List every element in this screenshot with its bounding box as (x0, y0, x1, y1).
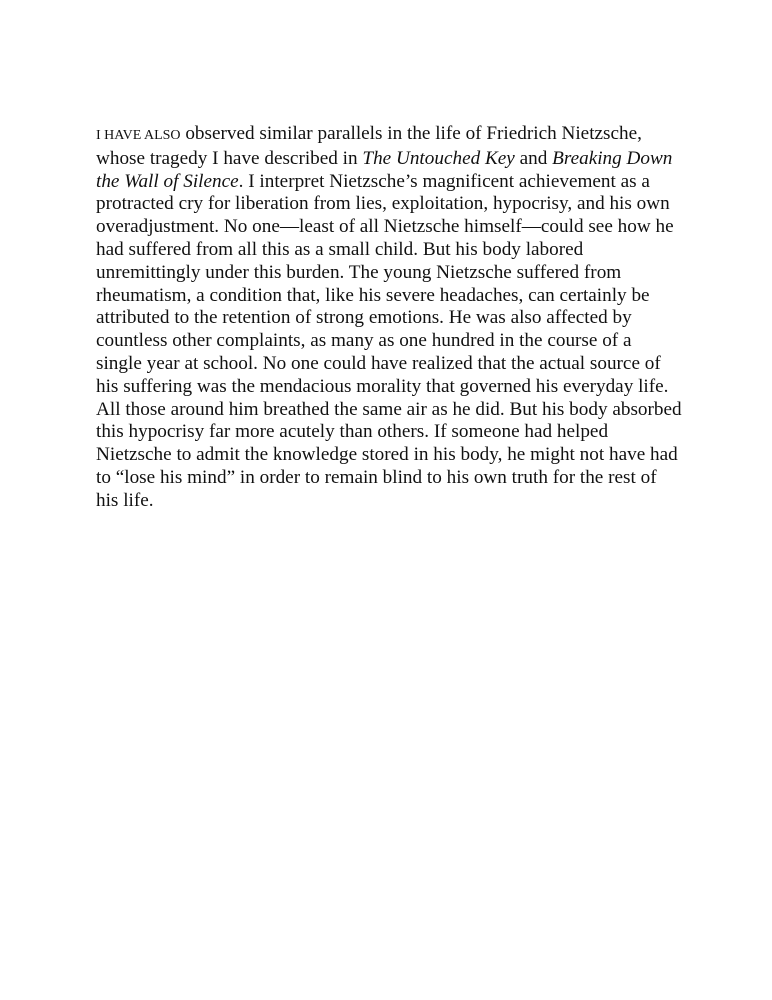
body-paragraph (96, 123, 686, 513)
paragraph-line (96, 421, 686, 444)
text-segment: attributed to the retention of strong emotions. He was also affected by (96, 307, 632, 329)
paragraph-line (96, 467, 686, 490)
paragraph-line (96, 193, 686, 216)
text-segment: whose tragedy I have described in (96, 147, 363, 169)
paragraph-line (96, 216, 686, 239)
text-segment: to “lose his mind” in order to remain blind to his own truth for the rest of (96, 466, 657, 488)
text-segment: single year at school. No one could have realized that the actual source of (96, 352, 661, 374)
text-segment: protracted cry for liberation from lies, exploitation, hypocrisy, and his own (96, 193, 670, 215)
paragraph-line (96, 353, 686, 376)
book-title: Breaking Down (552, 147, 673, 169)
text-segment: and (514, 147, 553, 169)
paragraph-line (96, 262, 686, 285)
text-segment: unremittingly under this burden. The young Nietzsche suffered from (96, 261, 622, 283)
paragraph-line (96, 399, 686, 422)
text-segment: overadjustment. No one—least of all Nietzsche himself—could see how he (96, 216, 674, 238)
text-segment: observed similar parallels in the life of Friedrich Nietzsche, (180, 123, 642, 144)
text-segment: had suffered from all this as a small child. But his body labored (96, 238, 584, 260)
text-segment: his suffering was the mendacious morality that governed his everyday life. (96, 375, 669, 397)
text-segment: Nietzsche to admit the knowledge stored in his body, he might not have had (96, 444, 678, 466)
lead-in-smallcaps: I HAVE ALSO (96, 128, 181, 143)
book-title: The Untouched Key (362, 147, 515, 169)
paragraph-line (96, 330, 686, 353)
paragraph-line (96, 239, 686, 262)
paragraph-line (96, 490, 686, 513)
text-segment: this hypocrisy far more acutely than others. If someone had helped (96, 421, 609, 443)
paragraph-line (96, 307, 686, 330)
text-segment: rheumatism, a condition that, like his severe headaches, can certainly be (96, 284, 650, 306)
text-segment: All those around him breathed the same air as he did. But his body absorbed (96, 398, 682, 420)
text-segment: . I interpret Nietzsche’s magnificent achievement as a (238, 170, 650, 192)
paragraph-line (96, 285, 686, 308)
paragraph-line (96, 444, 686, 467)
paragraph-line (96, 376, 686, 399)
paragraph-line (96, 148, 686, 171)
text-segment: countless other complaints, as many as one hundred in the course of a (96, 330, 632, 352)
book-title: the Wall of Silence (96, 170, 239, 192)
text-segment: his life. (96, 489, 154, 511)
paragraph-line (96, 171, 686, 194)
paragraph-line (96, 123, 686, 148)
